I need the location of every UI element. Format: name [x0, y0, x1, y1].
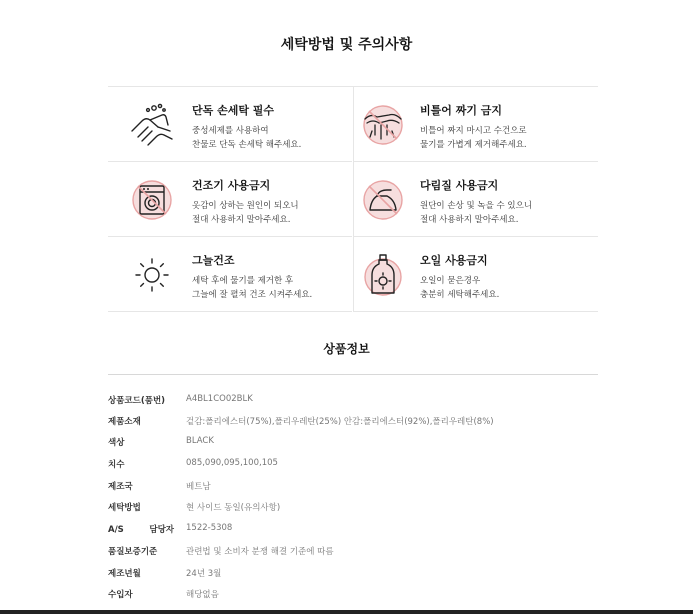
care-desc-line: 비틀어 짜지 마시고 수건으로	[420, 126, 527, 136]
info-value: 085,090,095,100,105	[186, 458, 278, 468]
info-label: 색상	[108, 438, 125, 448]
care-desc-line: 충분히 세탁해주세요.	[420, 290, 500, 300]
care-title: 그늘건조	[192, 254, 235, 267]
info-label: 품질보증기준	[108, 547, 158, 557]
info-label: 제품소재	[108, 417, 141, 427]
dryer-icon	[128, 176, 176, 224]
care-item-no-iron	[353, 162, 598, 237]
info-row-country	[108, 480, 608, 496]
info-row-color	[108, 436, 608, 452]
care-desc-line: 그늘에 잘 펼쳐 건조 시켜주세요.	[192, 290, 313, 300]
care-desc-line: 옷감이 상하는 원인이 되오니	[192, 201, 299, 211]
care-desc-line: 절대 사용하지 말아주세요.	[192, 215, 291, 225]
hand-wash-icon	[128, 101, 176, 149]
care-grid	[108, 86, 598, 309]
care-item-shade-dry	[108, 237, 352, 312]
info-label: 수입자	[108, 590, 133, 600]
info-label: 치수	[108, 460, 125, 470]
no-iron-icon	[359, 176, 407, 224]
care-desc-line: 절대 사용하지 말아주세요.	[420, 215, 519, 225]
info-label: 세탁방법	[108, 503, 141, 513]
info-row-material	[108, 415, 608, 431]
info-label: 제조년월	[108, 569, 141, 579]
info-row-warranty	[108, 545, 608, 561]
info-row-manufacture-date	[108, 567, 608, 583]
care-title: 단독 손세탁 필수	[192, 104, 275, 117]
info-value: 1522-5308	[186, 523, 233, 533]
info-label: 제조국	[108, 482, 133, 492]
care-item-no-oil	[353, 237, 598, 312]
info-label: 상품코드(품번)	[108, 396, 166, 406]
care-desc-line: 찬물로 단독 손세탁 해주세요.	[192, 140, 302, 150]
care-item-hand-wash	[108, 87, 352, 162]
info-value: BLACK	[186, 436, 214, 446]
care-title: 다림질 사용금지	[420, 179, 499, 192]
care-title: 오일 사용금지	[420, 254, 488, 267]
care-item-no-wring	[353, 87, 598, 162]
info-row-importer	[108, 588, 608, 604]
info-value: 베트남	[186, 482, 211, 492]
bottom-border	[0, 610, 693, 614]
info-divider	[108, 374, 598, 375]
care-desc-line: 세탁 후에 물기를 제거한 후	[192, 276, 294, 286]
care-desc-line: 오일이 묻은경우	[420, 276, 481, 286]
info-section-title: 상품정보	[323, 342, 370, 356]
no-wring-icon	[359, 101, 407, 149]
info-row-size	[108, 458, 608, 474]
info-value: 겉감:폴리에스터(75%),폴리우레탄(25%) 안감:폴리에스터(92%),폴리우레탄(8%)	[186, 417, 494, 427]
care-desc-line: 원단이 손상 및 녹을 수 있으니	[420, 201, 533, 211]
care-title: 비틀어 짜기 금지	[420, 104, 503, 117]
info-row-wash-method	[108, 501, 608, 517]
care-section-title: 세탁방법 및 주의사항	[280, 37, 413, 53]
care-desc-line: 중성세제를 사용하여	[192, 126, 269, 136]
info-row-as-contact	[108, 523, 608, 539]
info-value: A4BL1CO02BLK	[186, 394, 253, 404]
care-desc-line: 물기를 가볍게 제거해주세요.	[420, 140, 527, 150]
info-value: 해당없음	[186, 590, 219, 600]
info-value: 24년 3월	[186, 569, 222, 579]
info-label: A/S 담당자	[108, 525, 174, 535]
info-row-product-code	[108, 394, 608, 410]
info-value: 관련법 및 소비자 분쟁 해결 기준에 따름	[186, 547, 334, 557]
care-title: 건조기 사용금지	[192, 179, 271, 192]
info-value: 현 사이드 동일(유의사항)	[186, 503, 281, 513]
no-oil-icon	[359, 251, 407, 299]
care-item-dryer	[108, 162, 352, 237]
sun-icon	[128, 251, 176, 299]
